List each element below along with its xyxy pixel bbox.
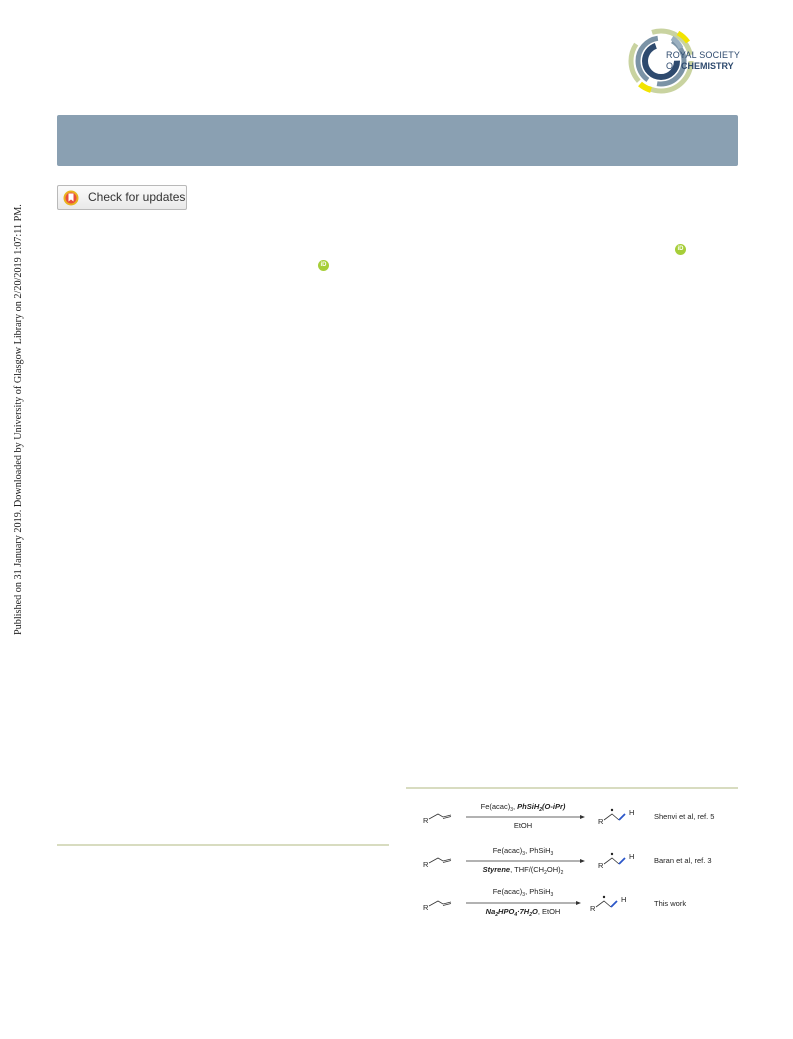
logo-line-2: OF CHEMISTRY: [666, 61, 734, 71]
column-rule: [57, 844, 389, 846]
check-for-updates-label: Check for updates: [88, 190, 186, 204]
reaction-scheme: [406, 790, 738, 940]
radical-product-icon: [604, 858, 619, 864]
product-h-label: H: [621, 895, 627, 904]
scheme-citation: Baran et al, ref. 3: [654, 856, 712, 865]
reagents-below-text: EtOH: [513, 821, 533, 830]
scheme-citation: This work: [654, 899, 687, 908]
reaction-scheme-graphic: [406, 790, 738, 940]
product-r-label: R: [598, 817, 604, 826]
product-h-label: H: [629, 852, 635, 861]
alkene-substrate-icon: [429, 901, 451, 906]
orcid-icon[interactable]: iD: [675, 244, 686, 255]
scheme-top-rule: [406, 787, 738, 789]
substrate-r-label: R: [423, 903, 429, 912]
substrate-r-label: R: [423, 860, 429, 869]
alkene-substrate-icon: [429, 858, 451, 863]
reagents-above-text: $Fe(acac)_3$, PhSiH$_3$: [492, 887, 554, 898]
reagents-below-text: Styrene, THF/$(CH_2OH)_2$: [482, 865, 564, 876]
logo-line-1: ROYAL SOCIETY: [666, 50, 741, 60]
crossmark-icon: [63, 190, 79, 206]
orcid-icon[interactable]: iD: [318, 260, 329, 271]
scheme-row: [423, 802, 714, 830]
download-note-text: Published on 31 January 2019. Downloaded by University of Glasgow Library on 2/20/2019 1:07:11 PM.: [13, 204, 24, 635]
check-for-updates-button[interactable]: [57, 185, 187, 210]
product-r-label: R: [598, 861, 604, 870]
alkene-substrate-icon: [429, 814, 451, 819]
scheme-row: [423, 887, 686, 918]
product-h-label: H: [629, 808, 635, 817]
download-margin-note: [4, 185, 22, 635]
header-banner: [57, 115, 738, 166]
scheme-citation: Shenvi et al, ref. 5: [654, 812, 715, 821]
scheme-row: [423, 846, 712, 876]
reagents-above-text: $Fe(acac)_3$, PhSiH$_2$(O-iPr): [480, 802, 566, 813]
publisher-logo: [628, 24, 742, 98]
radical-product-icon: [604, 814, 619, 820]
reagents-above-text: $Fe(acac)_3$, PhSiH$_3$: [492, 846, 554, 857]
reagents-below-text: $Na_2HPO_4\cdot 7H_2O$, EtOH: [485, 907, 561, 918]
product-r-label: R: [590, 904, 596, 913]
substrate-r-label: R: [423, 816, 429, 825]
radical-product-icon: [596, 901, 611, 907]
